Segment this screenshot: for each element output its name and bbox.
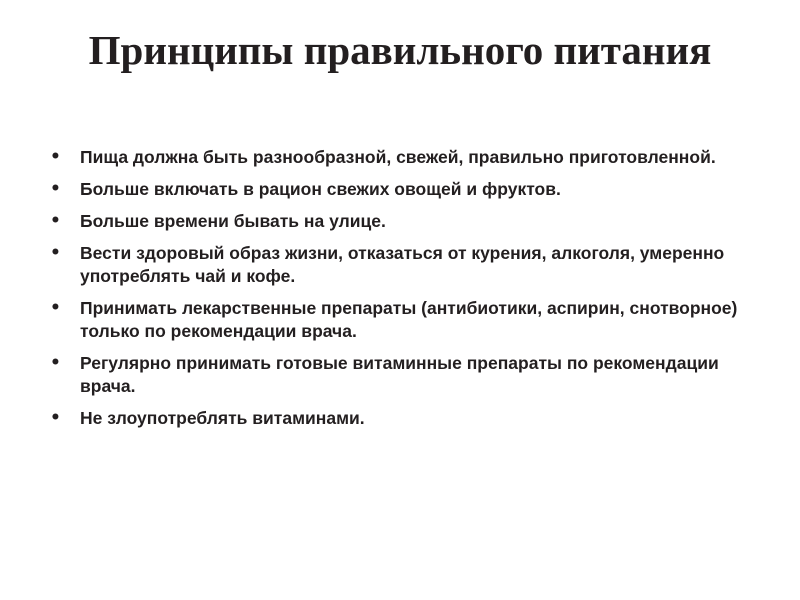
bullet-text: Не злоупотреблять витаминами. <box>80 408 365 428</box>
bullet-text: Пища должна быть разнообразной, свежей, правильно приготовленной. <box>80 147 716 167</box>
bullet-item <box>50 178 760 201</box>
bullet-dot-icon: • <box>50 298 61 318</box>
bullet-dot-icon: • <box>50 408 61 428</box>
bullet-text: Принимать лекарственные препараты (антибиотики, аспирин, снотворное) только по рекомендации врача. <box>80 298 738 341</box>
bullet-item <box>50 146 760 169</box>
bullet-list <box>50 146 760 439</box>
bullet-dot-icon: • <box>50 147 61 167</box>
bullet-item <box>50 242 760 288</box>
bullet-item <box>50 407 760 430</box>
bullet-item <box>50 210 760 233</box>
bullet-dot-icon: • <box>50 353 61 373</box>
bullet-text: Вести здоровый образ жизни, отказаться от курения, алкоголя, умеренно употреблять чай и кофе. <box>80 243 725 286</box>
bullet-item <box>50 297 760 343</box>
bullet-dot-icon: • <box>50 179 61 199</box>
slide-title: Принципы правильного питания <box>88 27 712 73</box>
bullet-text: Больше включать в рацион свежих овощей и фруктов. <box>80 179 561 199</box>
bullet-item <box>50 352 760 398</box>
bullet-text: Больше времени бывать на улице. <box>80 211 386 231</box>
bullet-text: Регулярно принимать готовые витаминные препараты по рекомендации врача. <box>80 353 719 396</box>
bullet-dot-icon: • <box>50 243 61 263</box>
bullet-dot-icon: • <box>50 211 61 231</box>
